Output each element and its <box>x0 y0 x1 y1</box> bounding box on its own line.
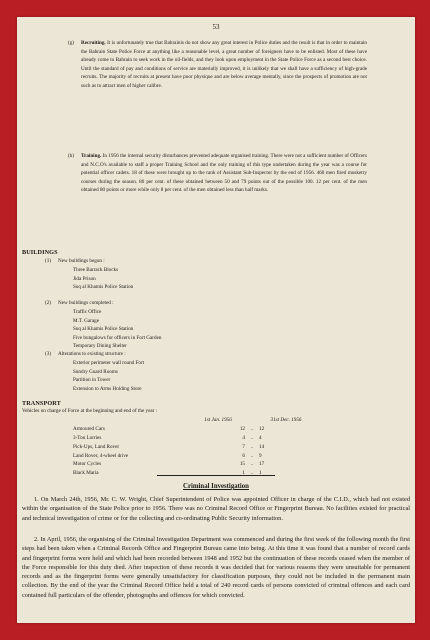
recruiting-text: It is unfortunately true that Bahrainis do not show any great interest in Police duties and the result is that in order to maintain the Bahrain State Police Force at anything like a reasonable level, a great number of foreigners have to be enlisted. Most of these have already come to Bahrain to seek work in the oil-fields, and they look upon employment in the State Police Force as a second best choice. Until the standard of pay and conditions of service are materially improved, it is unlikely that we shall have a sufficiency of high-grade recruits. The majority of recruits at present have poor physique and are below average mentally, since the prospects of promotion are not such as to attract men of higher calibre. <box>81 40 367 89</box>
start-count: 6 <box>242 452 245 459</box>
buildings-heading: BUILDINGS <box>22 249 58 256</box>
vehicle-name: Armoured Cars <box>73 426 105 433</box>
table-row: Black Maria 1 .. 1 <box>73 469 313 478</box>
alterations-list <box>73 359 144 393</box>
vehicles-table <box>73 416 313 478</box>
table-row: Pick-Ups, Land Rover 7 .. 14 <box>73 442 313 451</box>
vehicle-name: Black Maria <box>73 470 99 477</box>
buildings-group-label: (1) <box>45 258 51 264</box>
training-text: In 1956 the internal security disturbances prevented adequate organised training. There were not a sufficient number of Officers and N.C.O's available to staff a proper Training School and the only training of this type undertaken during the year was a course for potential officer cadets. 18 of these were brought up to the rank of Assistant Sub-Inspector by the end of 1956. 460 men fired musketry courses during the season. 80 per cent. of these obtained between 50 and 79 points out of the possible 100. 12 per cent. of the men obtained 80 points or more while only 8 per cent. of the men obtained less than half marks. <box>81 153 367 194</box>
end-count: 9 <box>259 452 262 459</box>
list-item: Sundry Guard Rooms <box>73 368 118 375</box>
section-divider <box>157 475 275 476</box>
new-buildings-begun-list <box>73 266 133 292</box>
table-row: Land Rover, 4-wheel drive 6 .. 9 <box>73 451 313 460</box>
list-item: Partition in Tower <box>73 377 111 384</box>
end-count: 1 <box>259 470 262 477</box>
list-item: Jida Prison <box>73 275 96 282</box>
training-title: Training. <box>81 153 102 159</box>
new-buildings-completed-list <box>73 308 161 351</box>
table-header-row <box>73 416 313 425</box>
end-count: 12 <box>259 426 265 433</box>
list-item: Suq al Khamis Police Station <box>73 284 134 291</box>
table-row: Motor Cycles 15 .. 17 <box>73 460 313 469</box>
end-count: 4 <box>259 434 262 441</box>
start-count: 4 <box>242 434 245 441</box>
end-count: 17 <box>259 461 265 468</box>
start-count: 15 <box>239 461 245 468</box>
list-item: Extension to Arms Holding Store <box>73 385 142 392</box>
end-count: 14 <box>259 443 265 450</box>
training-paragraph <box>68 152 367 195</box>
list-item: Exterior perimeter wall round Fort <box>73 360 145 366</box>
recruiting-label: (g) <box>68 40 74 46</box>
recruiting-title: Recruiting. <box>81 40 106 46</box>
document-page <box>17 17 415 623</box>
training-label: (h) <box>68 153 74 159</box>
list-item: M.T. Garage <box>73 317 100 324</box>
transport-intro: Vehicles on charge of Force at the beginning and end of the year : <box>22 408 158 414</box>
start-count: 1 <box>242 470 245 477</box>
list-item: Traffic Office <box>73 309 102 315</box>
cid-paragraph-2: 2. In April, 1956, the organising of the Criminal Investigation Department was commenced and during the first week of the following month the first steps had been taken when a Criminal Records Office and Fingerprint Bureau came into being. At this time it was found that a number of record cards and fingerprint forms were held and which had been recorded between 1948 and 1952 but the continuation of these records ceased when the member of the Force responsible for this duty died. After inspection of these records it was decided that for various reasons they were unsuitable for permanent records and as the fingerprint forms were generally unsatisfactory for classification purposes, they could not be included in the permanent main collection. By the end of the year the Criminal Record Office held a total of 240 record cards of persons convicted of criminal offences and each card contained full particulars of the offender, photographs and offences for which convicted. <box>22 536 410 599</box>
recruiting-paragraph <box>68 39 367 91</box>
list-item: Three Barrack Blocks <box>73 267 119 273</box>
buildings-group-title: New buildings completed : <box>58 300 114 306</box>
buildings-group-title: Alterations to existing structure : <box>58 351 126 357</box>
buildings-group-title: New buildings begun : <box>58 258 105 264</box>
column-header-start: 1st Jan. 1956 <box>204 417 232 424</box>
buildings-group-label: (3) <box>45 351 51 357</box>
table-row: 3-Ton Lorries 4 .. 4 <box>73 434 313 443</box>
vehicle-name: Motor Cycles <box>73 461 102 468</box>
start-count: 12 <box>239 426 245 433</box>
buildings-group-label: (2) <box>45 300 51 306</box>
vehicle-name: 3-Ton Lorries <box>73 434 102 441</box>
table-row: Armoured Cars 12 .. 12 <box>73 425 313 434</box>
cid-section-title: Criminal Investigation <box>183 483 249 490</box>
column-header-end: 31st Dec. 1956 <box>270 417 302 424</box>
cid-paragraph-1: 1. On March 24th, 1956, Mr. C. W. Wright, Chief Superintendent of Police was appointed Officer in charge of the C.I.D., which had not existed within the organisation of the State Police prior to 1956. There was no Criminal Record Office or Fingerprint Bureau. No facilities existed for practical and technical investigation of crime or for the collecting and co-ordinating Public Security information. <box>22 496 410 522</box>
list-item: Suq al Khamis Police Station <box>73 326 134 333</box>
list-item: Temporary Dining Shelter <box>73 343 127 350</box>
page-number: 53 <box>212 23 220 31</box>
vehicle-name: Land Rover, 4-wheel drive <box>73 452 129 459</box>
list-item: Five bungalows for officers in Fort Garden <box>73 334 162 341</box>
start-count: 7 <box>242 443 245 450</box>
transport-heading: TRANSPORT <box>22 400 61 407</box>
vehicle-name: Pick-Ups, Land Rover <box>73 443 120 450</box>
